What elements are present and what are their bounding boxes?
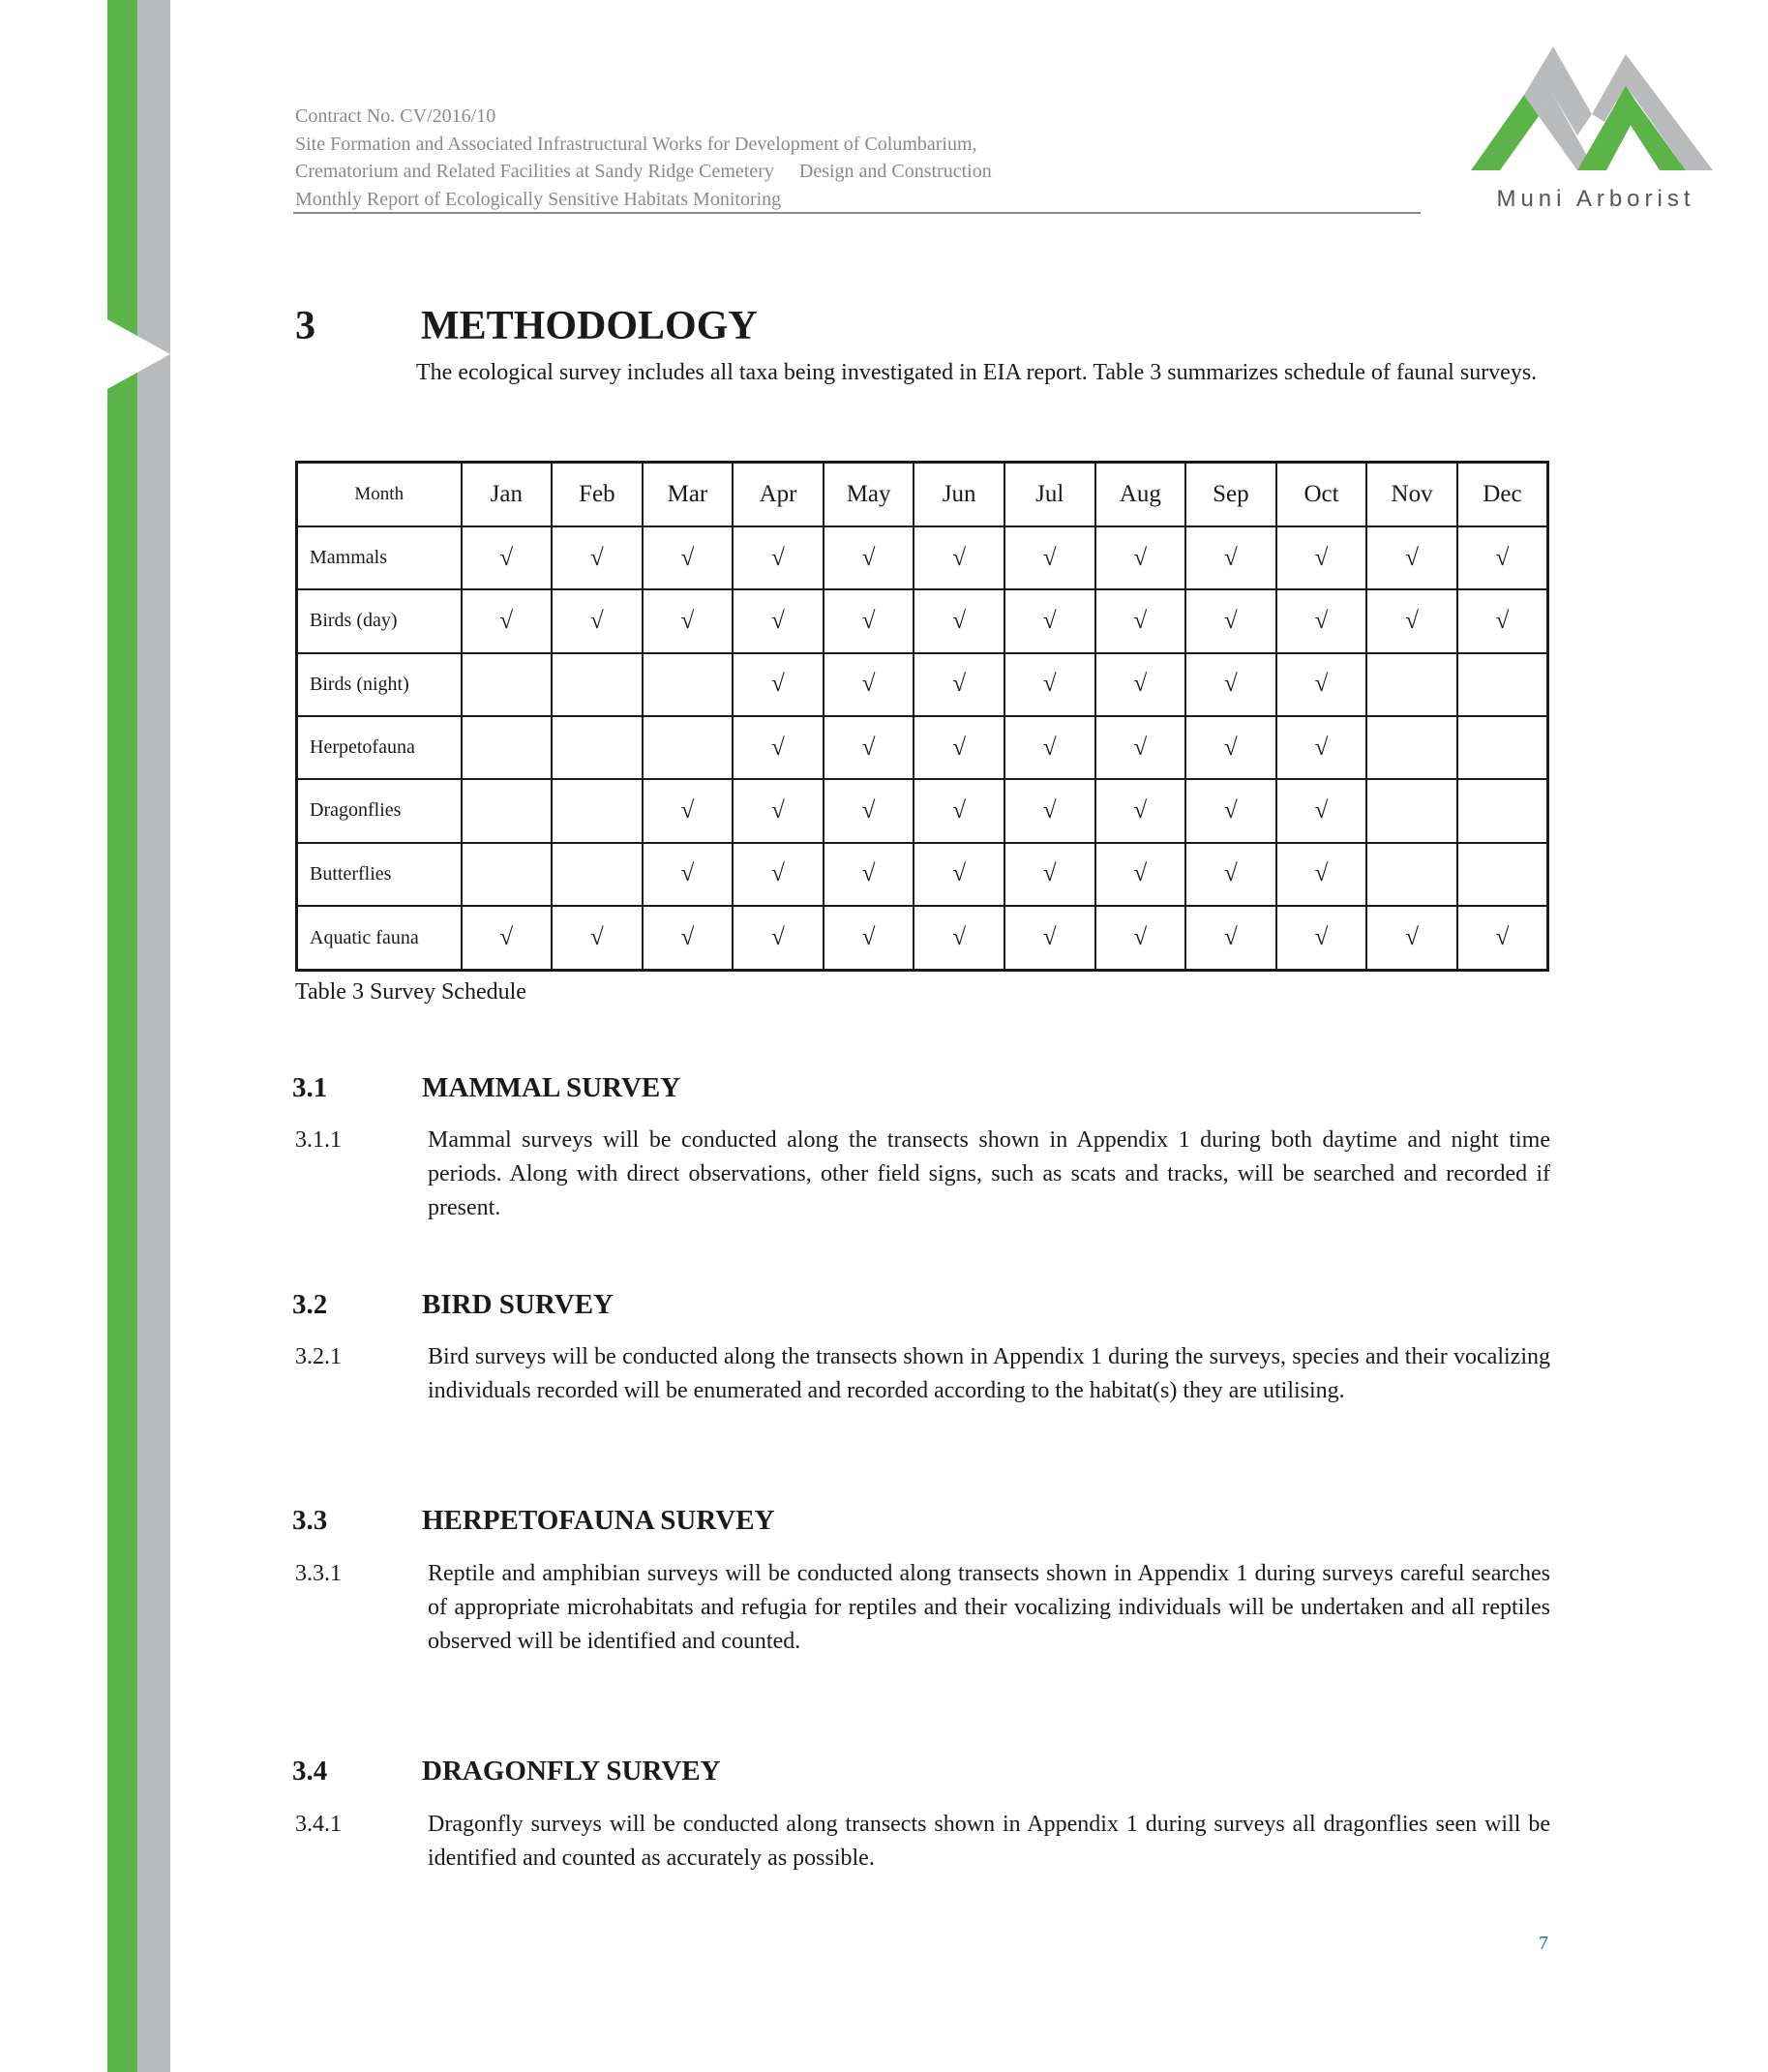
schedule-mark: √ (824, 589, 914, 652)
schedule-mark: √ (1004, 716, 1095, 779)
schedule-mark (1457, 779, 1548, 842)
schedule-mark: √ (643, 906, 734, 971)
schedule-mark: √ (1276, 716, 1367, 779)
schedule-mark: √ (1095, 843, 1186, 906)
row-label: Aquatic fauna (297, 906, 462, 971)
row-label: Birds (day) (297, 589, 462, 652)
schedule-mark (552, 779, 643, 842)
schedule-mark: √ (1095, 906, 1186, 971)
schedule-mark (1366, 653, 1457, 716)
schedule-mark: √ (1457, 526, 1548, 589)
paragraph-number: 3.1.1 (295, 1127, 342, 1153)
schedule-mark: √ (914, 843, 1004, 906)
paragraph-text: Reptile and amphibian surveys will be conducted along transects shown in Appendix 1 during surveys careful searches of appropriate microhabitats and refugia for reptiles and their vocalizing individuals will be undertaken and all reptiles observed will be identified and counted. (428, 1561, 1550, 1654)
schedule-mark: √ (1276, 779, 1367, 842)
schedule-mark: √ (733, 526, 824, 589)
header-contract: Contract No. CV/2016/10 (295, 105, 496, 127)
section-heading (295, 303, 758, 349)
table-corner-cell: Month (297, 463, 462, 526)
schedule-mark: √ (1366, 526, 1457, 589)
schedule-mark: √ (1095, 589, 1186, 652)
month-header: Jan (462, 463, 553, 526)
subsection-title: BIRD SURVEY (422, 1289, 614, 1320)
subsection-heading-bird (292, 1289, 614, 1321)
schedule-mark: √ (462, 589, 553, 652)
paragraph-herpetofauna (295, 1557, 1550, 1659)
schedule-mark: √ (914, 653, 1004, 716)
schedule-mark: √ (824, 526, 914, 589)
schedule-mark: √ (733, 589, 824, 652)
schedule-mark: √ (824, 906, 914, 971)
schedule-mark: √ (1276, 653, 1367, 716)
month-header: Feb (552, 463, 643, 526)
schedule-mark (552, 716, 643, 779)
schedule-mark: √ (1185, 589, 1276, 652)
schedule-mark (1366, 843, 1457, 906)
paragraph-text: Bird surveys will be conducted along the transects shown in Appendix 1 during the surveys, species and their vocalizing individuals recorded will be enumerated and recorded according to the habitat(s) they are utilising. (428, 1344, 1550, 1403)
schedule-mark: √ (643, 779, 734, 842)
table-row (297, 653, 1548, 716)
subsection-number: 3.1 (292, 1072, 328, 1103)
table-row (297, 779, 1548, 842)
schedule-mark: √ (733, 653, 824, 716)
schedule-mark (1366, 716, 1457, 779)
logo-mountains-icon (1471, 46, 1713, 182)
schedule-mark (552, 653, 643, 716)
company-logo (1471, 46, 1713, 213)
schedule-mark: √ (1185, 843, 1276, 906)
subsection-number: 3.3 (292, 1505, 328, 1536)
month-header: Sep (1185, 463, 1276, 526)
subsection-number: 3.2 (292, 1289, 328, 1320)
schedule-mark: √ (1276, 843, 1367, 906)
schedule-mark: √ (733, 779, 824, 842)
table-row (297, 589, 1548, 652)
schedule-mark: √ (1004, 906, 1095, 971)
month-header: Aug (1095, 463, 1186, 526)
schedule-mark: √ (1004, 779, 1095, 842)
schedule-mark: √ (1095, 716, 1186, 779)
schedule-mark (552, 843, 643, 906)
month-header: Dec (1457, 463, 1548, 526)
subsection-number: 3.4 (292, 1756, 328, 1787)
schedule-mark: √ (643, 589, 734, 652)
schedule-mark: √ (1095, 526, 1186, 589)
running-header (295, 103, 992, 213)
subsection-title: DRAGONFLY SURVEY (422, 1756, 721, 1787)
header-design-construction: Design and Construction (798, 161, 992, 182)
schedule-mark: √ (1004, 843, 1095, 906)
schedule-mark: √ (733, 906, 824, 971)
schedule-mark: √ (733, 716, 824, 779)
schedule-mark: √ (1276, 589, 1367, 652)
month-header: Jul (1004, 463, 1095, 526)
subsection-heading-mammal (292, 1072, 680, 1104)
paragraph-text: Mammal surveys will be conducted along the transects shown in Appendix 1 during both daytime and night time periods. Along with direct observations, other field signs, such as scats and tracks, will be searched and recorded if present. (428, 1127, 1550, 1220)
month-header: Nov (1366, 463, 1457, 526)
schedule-mark: √ (1276, 906, 1367, 971)
schedule-mark: √ (1185, 716, 1276, 779)
schedule-mark: √ (1095, 779, 1186, 842)
schedule-mark: √ (552, 906, 643, 971)
subsection-heading-herpetofauna (292, 1505, 774, 1537)
schedule-mark: √ (1004, 653, 1095, 716)
paragraph-dragonfly (295, 1808, 1550, 1876)
row-label: Dragonflies (297, 779, 462, 842)
schedule-mark: √ (1004, 589, 1095, 652)
row-label: Birds (night) (297, 653, 462, 716)
month-header: May (824, 463, 914, 526)
paragraph-bird (295, 1340, 1550, 1408)
month-header: Mar (643, 463, 734, 526)
side-bar-notch (107, 319, 170, 389)
schedule-mark: √ (733, 843, 824, 906)
section-intro: The ecological survey includes all taxa being investigated in EIA report. Table 3 summarizes schedule of faunal surveys. (416, 360, 1538, 385)
schedule-mark: √ (914, 779, 1004, 842)
schedule-mark: √ (914, 589, 1004, 652)
header-rule (293, 212, 1421, 214)
schedule-mark: √ (552, 526, 643, 589)
paragraph-number: 3.4.1 (295, 1812, 342, 1837)
paragraph-text: Dragonfly surveys will be conducted along transects shown in Appendix 1 during surveys all dragonflies seen will be identified and counted as accurately as possible. (428, 1812, 1550, 1871)
schedule-mark: √ (1185, 779, 1276, 842)
schedule-mark: √ (1457, 589, 1548, 652)
page-number: 7 (1539, 1933, 1548, 1954)
section-number: 3 (295, 304, 315, 348)
schedule-mark: √ (1185, 653, 1276, 716)
schedule-mark: √ (1185, 906, 1276, 971)
schedule-mark (643, 653, 734, 716)
schedule-mark: √ (914, 526, 1004, 589)
table-row (297, 906, 1548, 971)
side-bar-grey (137, 0, 170, 2072)
row-label: Butterflies (297, 843, 462, 906)
schedule-mark (462, 653, 553, 716)
schedule-mark: √ (914, 906, 1004, 971)
header-project-line-2 (295, 158, 992, 186)
paragraph-number: 3.2.1 (295, 1344, 342, 1369)
row-label: Mammals (297, 526, 462, 589)
schedule-mark (1366, 779, 1457, 842)
schedule-mark: √ (1276, 526, 1367, 589)
schedule-mark: √ (824, 716, 914, 779)
side-bar-green (107, 0, 137, 2072)
subsection-title: MAMMAL SURVEY (422, 1072, 681, 1103)
table-row (297, 843, 1548, 906)
schedule-mark: √ (462, 526, 553, 589)
schedule-mark: √ (824, 843, 914, 906)
schedule-mark (1457, 653, 1548, 716)
header-report-title: Monthly Report of Ecologically Sensitive Habitats Monitoring (295, 188, 782, 210)
month-header: Apr (733, 463, 824, 526)
schedule-mark: √ (462, 906, 553, 971)
schedule-mark: √ (1095, 653, 1186, 716)
section-title: METHODOLOGY (421, 304, 758, 348)
schedule-mark (462, 716, 553, 779)
paragraph-number: 3.3.1 (295, 1561, 342, 1586)
schedule-mark: √ (1185, 526, 1276, 589)
table-row (297, 716, 1548, 779)
schedule-mark: √ (824, 779, 914, 842)
schedule-mark: √ (824, 653, 914, 716)
subsection-title: HERPETOFAUNA SURVEY (422, 1505, 775, 1536)
schedule-mark (1457, 843, 1548, 906)
schedule-mark (1457, 716, 1548, 779)
survey-schedule-table (295, 461, 1549, 972)
schedule-mark (462, 843, 553, 906)
schedule-mark (643, 716, 734, 779)
table-caption: Table 3 Survey Schedule (295, 979, 526, 1005)
header-project-line-2a: Crematorium and Related Facilities at Sandy Ridge Cemetery (295, 161, 774, 182)
schedule-mark: √ (914, 716, 1004, 779)
schedule-mark: √ (1366, 589, 1457, 652)
header-project-line: Site Formation and Associated Infrastructural Works for Development of Columbarium, (295, 133, 977, 155)
table-header-row (297, 463, 1548, 526)
subsection-heading-dragonfly (292, 1756, 721, 1787)
schedule-mark: √ (643, 843, 734, 906)
schedule-mark (462, 779, 553, 842)
month-header: Oct (1276, 463, 1367, 526)
schedule-mark: √ (1457, 906, 1548, 971)
table-row (297, 526, 1548, 589)
month-header: Jun (914, 463, 1004, 526)
logo-wordmark: Muni Arborist (1496, 186, 1695, 212)
schedule-mark: √ (1004, 526, 1095, 589)
row-label: Herpetofauna (297, 716, 462, 779)
schedule-mark: √ (643, 526, 734, 589)
schedule-mark: √ (552, 589, 643, 652)
schedule-mark: √ (1366, 906, 1457, 971)
paragraph-mammal (295, 1124, 1550, 1225)
